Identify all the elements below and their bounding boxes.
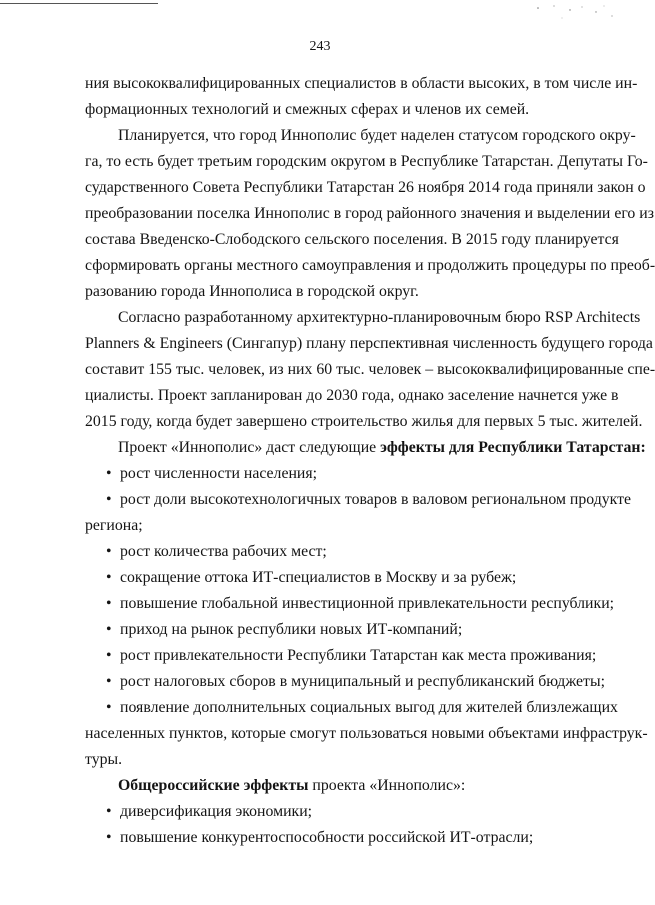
list-item xyxy=(85,825,617,851)
text-line: циалисты. Проект запланирован до 2030 года, однако заселение начнется уже в xyxy=(85,387,619,404)
list-item-text: повышение глобальной инвестиционной привлекательности республики; xyxy=(120,595,615,612)
document-body xyxy=(85,71,655,851)
bullet-icon: • xyxy=(106,595,112,612)
text-line: сударственного Совета Республики Татарстан 26 ноября 2014 года приняли закон о xyxy=(85,179,646,196)
list-item-continuation: населенных пунктов, которые смогут пользоваться новыми объектами инфраструк- xyxy=(85,725,648,742)
list-item-text: рост количества рабочих мест; xyxy=(120,543,327,560)
text-line: Согласно разработанному архитектурно-планировочным бюро RSP Architects xyxy=(118,309,641,326)
list-item-continuation: региона; xyxy=(85,517,143,534)
bullet-icon: • xyxy=(106,491,112,508)
list-item-text: диверсификация экономики; xyxy=(120,803,313,820)
list-item-text: рост доли высокотехнологичных товаров в валовом региональном продукте xyxy=(120,491,632,508)
bullet-icon: • xyxy=(106,543,112,560)
list-item-text: повышение конкурентоспособности российской ИТ-отрасли; xyxy=(120,829,534,846)
heading-bold-text: Общероссийские эффекты xyxy=(118,777,309,794)
bullet-icon: • xyxy=(106,647,112,664)
bullet-icon: • xyxy=(106,699,112,716)
paragraph-innopolis-status xyxy=(85,123,655,305)
page-number: 243 xyxy=(309,39,331,54)
list-item-text: появление дополнительных социальных выгод для жителей близлежащих xyxy=(120,699,618,716)
list-item xyxy=(85,799,617,825)
bullet-icon: • xyxy=(106,829,112,846)
list-item xyxy=(85,643,617,669)
list-item-text: приход на рынок республики новых ИТ-компаний; xyxy=(120,621,463,638)
text-line: разованию города Иннополиса в городской округ. xyxy=(85,283,419,300)
scan-noise-specks xyxy=(508,2,618,24)
list-item-text: рост численности населения; xyxy=(120,465,318,482)
heading-tail-text: : xyxy=(640,439,646,456)
heading-bold-text: эффекты для Республики Татарстан xyxy=(380,439,641,456)
bullet-icon: • xyxy=(106,621,112,638)
list-item xyxy=(85,669,617,695)
bullet-icon: • xyxy=(106,803,112,820)
text-line: формационных технологий и смежных сферах и членов их семей. xyxy=(85,101,530,118)
heading-tail-text: проекта «Иннополис»: xyxy=(308,777,466,794)
list-item xyxy=(85,539,617,565)
paragraph-population-plan xyxy=(85,305,655,435)
list-item-continuation: туры. xyxy=(85,751,123,768)
text-line: составит 155 тыс. человек, из них 60 тыс. человек – высококвалифицированные спе- xyxy=(85,361,655,378)
text-line: сформировать органы местного самоуправления и продолжить процедуры по преоб- xyxy=(85,257,655,274)
heading-lead-text: Проект «Иннополис» даст следующие xyxy=(118,439,381,456)
list-item xyxy=(85,695,617,721)
bullet-icon: • xyxy=(106,569,112,586)
list-item-text: рост привлекательности Республики Татарстан как места проживания; xyxy=(120,647,597,664)
national-effects-list xyxy=(85,799,617,851)
text-line: преобразовании поселка Иннополис в город районного значения и выделении его из xyxy=(85,205,654,222)
text-line: Планируется, что город Иннополис будет наделен статусом городского окру- xyxy=(118,127,636,144)
bullet-icon: • xyxy=(106,465,112,482)
list-item xyxy=(85,565,617,591)
list-item xyxy=(85,591,617,617)
list-item xyxy=(85,487,632,513)
list-item-text: сокращение оттока ИТ-специалистов в Москву и за рубеж; xyxy=(120,569,517,586)
list-item xyxy=(85,617,617,643)
text-line: га, то есть будет третьим городским округом в Республике Татарстан. Депутаты Го- xyxy=(85,153,648,170)
paragraph-continuation xyxy=(85,71,638,123)
national-effects-heading xyxy=(85,773,617,799)
text-line: 2015 году, когда будет завершено строительство жилья для первых 5 тыс. жителей. xyxy=(85,413,643,430)
bullet-icon: • xyxy=(106,673,112,690)
regional-effects-heading xyxy=(85,435,646,461)
list-item-text: рост налоговых сборов в муниципальный и республиканский бюджеты; xyxy=(120,673,605,690)
list-item xyxy=(85,461,617,487)
text-line: ния высококвалифицированных специалистов в области высоких, в том числе ин- xyxy=(85,75,638,92)
text-line: Planners & Engineers (Сингапур) плану перспективная численность будущего города xyxy=(85,335,653,352)
scan-border-line xyxy=(0,3,158,4)
text-line: состава Введенско-Слободского сельского поселения. В 2015 году планируется xyxy=(85,231,619,248)
regional-effects-list xyxy=(85,461,648,773)
